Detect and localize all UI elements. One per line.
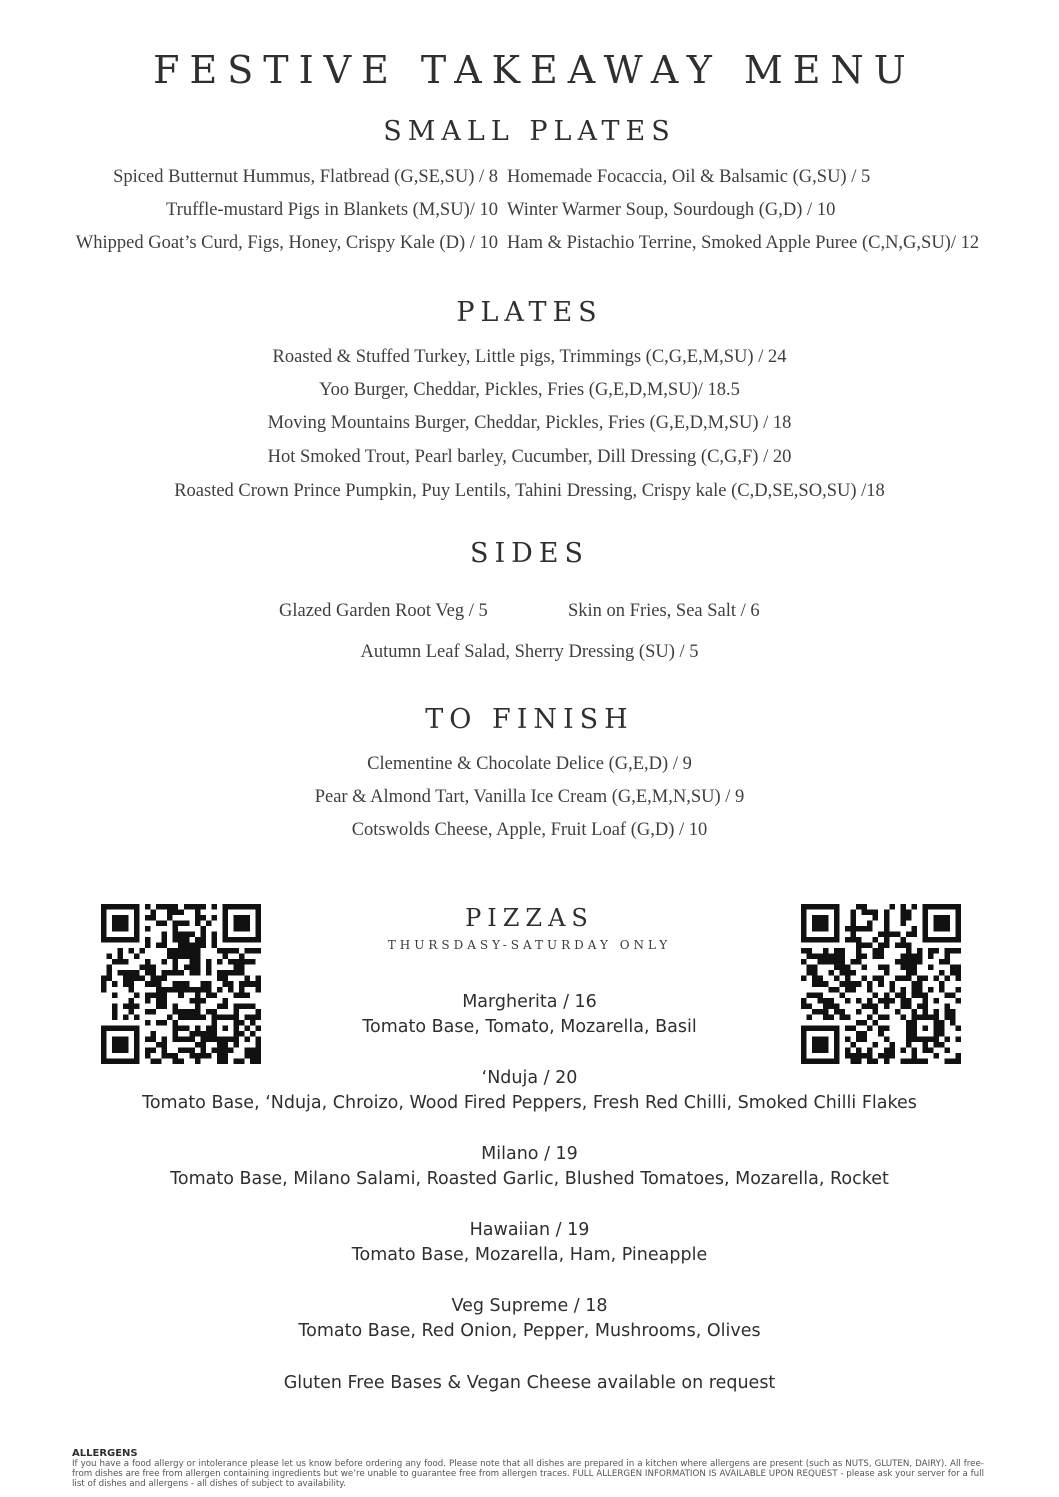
pizzas-subheading: THURSDASY-SATURDAY ONLY <box>387 938 672 952</box>
page-title: FESTIVE TAKEAWAY MENU <box>153 48 916 92</box>
plate-item: Moving Mountains Burger, Cheddar, Pickles, Fries (G,E,D,M,SU) / 18 <box>267 413 792 433</box>
pizza-description: Tomato Base, Tomato, Mozarella, Basil <box>362 1017 697 1037</box>
pizza-description: Tomato Base, ‘Nduja, Chroizo, Wood Fired Peppers, Fresh Red Chilli, Smoked Chilli Flakes <box>142 1093 917 1113</box>
small-plates-heading: SMALL PLATES <box>383 116 676 147</box>
plate-item: Hot Smoked Trout, Pearl barley, Cucumber, Dill Dressing (C,G,F) / 20 <box>267 447 792 467</box>
side-item: Skin on Fries, Sea Salt / 6 <box>568 601 760 621</box>
pizza-name: ‘Nduja / 20 <box>481 1068 578 1088</box>
small-plate-item: Truffle-mustard Pigs in Blankets (M,SU)/ 10 <box>166 200 498 220</box>
dessert-item: Clementine & Chocolate Delice (G,E,D) / 9 <box>367 754 692 774</box>
pizza-note: Gluten Free Bases & Vegan Cheese available on request <box>283 1373 776 1393</box>
pizza-description: Tomato Base, Milano Salami, Roasted Garlic, Blushed Tomatoes, Mozarella, Rocket <box>170 1169 889 1189</box>
small-plate-item: Homemade Focaccia, Oil & Balsamic (G,SU) / 5 <box>507 167 871 187</box>
pizzas-heading: PIZZAS <box>465 904 594 932</box>
sides-heading: SIDES <box>469 538 589 569</box>
plate-item: Roasted & Stuffed Turkey, Little pigs, Trimmings (C,G,E,M,SU) / 24 <box>272 347 787 367</box>
small-plate-item: Whipped Goat’s Curd, Figs, Honey, Crispy Kale (D) / 10 <box>75 233 498 253</box>
dessert-item: Cotswolds Cheese, Apple, Fruit Loaf (G,D) / 10 <box>351 820 708 840</box>
small-plate-item: Ham & Pistachio Terrine, Smoked Apple Puree (C,N,G,SU)/ 12 <box>507 233 980 253</box>
plates-heading: PLATES <box>456 297 603 328</box>
small-plate-item: Winter Warmer Soup, Sourdough (G,D) / 10 <box>507 200 836 220</box>
dessert-item: Pear & Almond Tart, Vanilla Ice Cream (G,E,M,N,SU) / 9 <box>314 787 745 807</box>
allergens-title: ALLERGENS <box>72 1448 138 1459</box>
plate-item: Roasted Crown Prince Pumpkin, Puy Lentils, Tahini Dressing, Crispy kale (C,D,SE,SO,SU) /18 <box>174 481 885 501</box>
pizza-name: Milano / 19 <box>481 1144 578 1164</box>
side-item: Autumn Leaf Salad, Sherry Dressing (SU) / 5 <box>360 642 699 662</box>
pizza-description: Tomato Base, Red Onion, Pepper, Mushrooms, Olives <box>298 1321 761 1341</box>
to-finish-heading: TO FINISH <box>425 704 634 735</box>
pizza-description: Tomato Base, Mozarella, Ham, Pineapple <box>351 1245 708 1265</box>
pizza-name: Hawaiian / 19 <box>469 1220 590 1240</box>
pizza-name: Veg Supreme / 18 <box>451 1296 608 1316</box>
plate-item: Yoo Burger, Cheddar, Pickles, Fries (G,E,D,M,SU)/ 18.5 <box>319 380 740 400</box>
small-plate-item: Spiced Butternut Hummus, Flatbread (G,SE,SU) / 8 <box>113 167 498 187</box>
side-item: Glazed Garden Root Veg / 5 <box>279 601 488 621</box>
pizza-name: Margherita / 16 <box>462 992 597 1012</box>
allergens-text: If you have a food allergy or intolerance please let us know before ordering any food. Please note that all dishes are prepared in a kitchen where allergens are present (such as NUTS, GLUTEN, DAIRY). All free-from dishes are free from allergen containing ingredients but we’re unable to guarantee free from allergen traces. FULL ALLERGEN INFORMATION IS AVAILABLE UPON REQUEST - please ask your server for a full list of dishes and allergens - all dishes of subject to availability. <box>72 1459 984 1489</box>
